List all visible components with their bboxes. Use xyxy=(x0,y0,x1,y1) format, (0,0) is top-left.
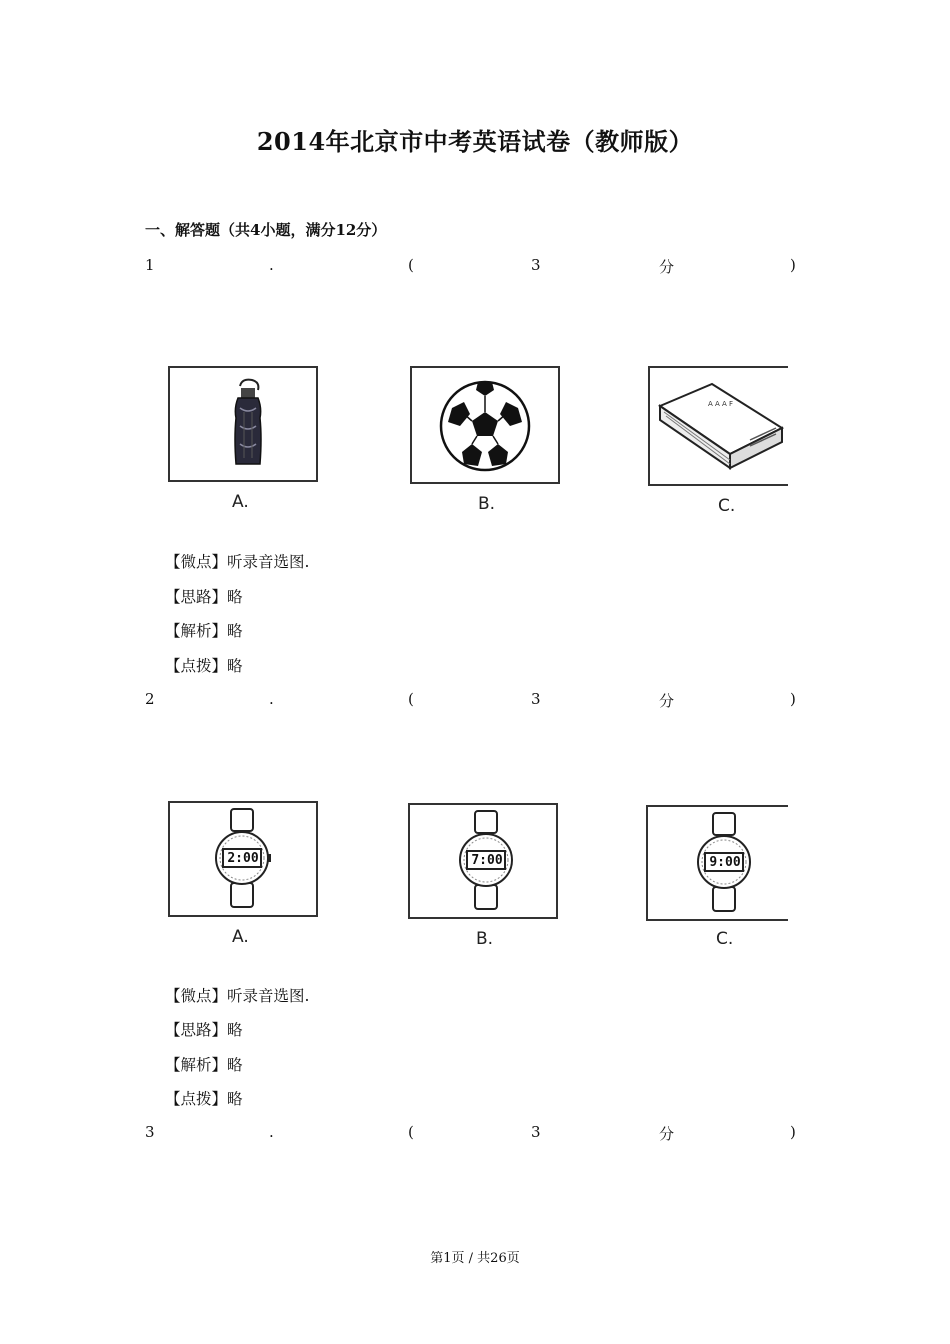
left-paren: ( xyxy=(408,690,414,708)
note-weidian: 【微点】听录音选图. xyxy=(165,987,310,1005)
right-paren: ) xyxy=(790,1123,796,1141)
question-number: 1 xyxy=(145,256,155,274)
question-dot: . xyxy=(269,256,274,274)
picture-frame xyxy=(410,366,560,484)
score-unit: 分 xyxy=(659,258,675,276)
svg-text:A A A F: A A A F xyxy=(708,400,734,408)
option-label: B. xyxy=(476,929,494,949)
watch-time: 9:00 xyxy=(709,855,741,870)
note-silu: 【思路】略 xyxy=(165,1021,243,1039)
question-2-header xyxy=(145,690,800,712)
question-score: 3 xyxy=(531,1123,541,1141)
question-number: 3 xyxy=(145,1123,155,1141)
score-unit: 分 xyxy=(659,692,675,710)
question-score: 3 xyxy=(531,256,541,274)
right-paren: ) xyxy=(790,256,796,274)
score-unit: 分 xyxy=(659,1125,675,1143)
note-jiexi: 【解析】略 xyxy=(165,1056,243,1074)
option-label: C. xyxy=(716,929,734,949)
page-title: 2014年北京市中考英语试卷（教师版） xyxy=(256,127,694,156)
note-dianbo: 【点拨】略 xyxy=(165,657,243,675)
question-dot: . xyxy=(269,690,274,708)
option-label: A. xyxy=(232,492,249,512)
question-3-header xyxy=(145,1123,800,1145)
soccer-ball-icon xyxy=(412,368,558,482)
question-score: 3 xyxy=(531,690,541,708)
note-weidian: 【微点】听录音选图. xyxy=(165,553,310,571)
picture-frame xyxy=(408,803,558,919)
picture-frame xyxy=(168,366,318,482)
picture-frame xyxy=(648,366,788,486)
question-number: 2 xyxy=(145,690,155,708)
option-label: C. xyxy=(718,496,736,516)
picture-frame xyxy=(168,801,318,917)
page-footer: 第1页 / 共26页 xyxy=(430,1251,520,1266)
note-jiexi: 【解析】略 xyxy=(165,622,243,640)
section-heading: 一、解答题（共4小题，满分12分） xyxy=(145,221,387,239)
watch-time: 7:00 xyxy=(471,853,503,868)
question-dot: . xyxy=(269,1123,274,1141)
question-1-header xyxy=(145,256,800,278)
option-label: B. xyxy=(478,494,496,514)
note-dianbo: 【点拨】略 xyxy=(165,1090,243,1108)
option-label: A. xyxy=(232,927,249,947)
picture-frame xyxy=(646,805,788,921)
water-bottle-icon xyxy=(170,368,316,480)
note-silu: 【思路】略 xyxy=(165,588,243,606)
right-paren: ) xyxy=(790,690,796,708)
watch-time: 2:00 xyxy=(227,851,259,866)
left-paren: ( xyxy=(408,1123,414,1141)
book-icon xyxy=(650,368,788,484)
left-paren: ( xyxy=(408,256,414,274)
